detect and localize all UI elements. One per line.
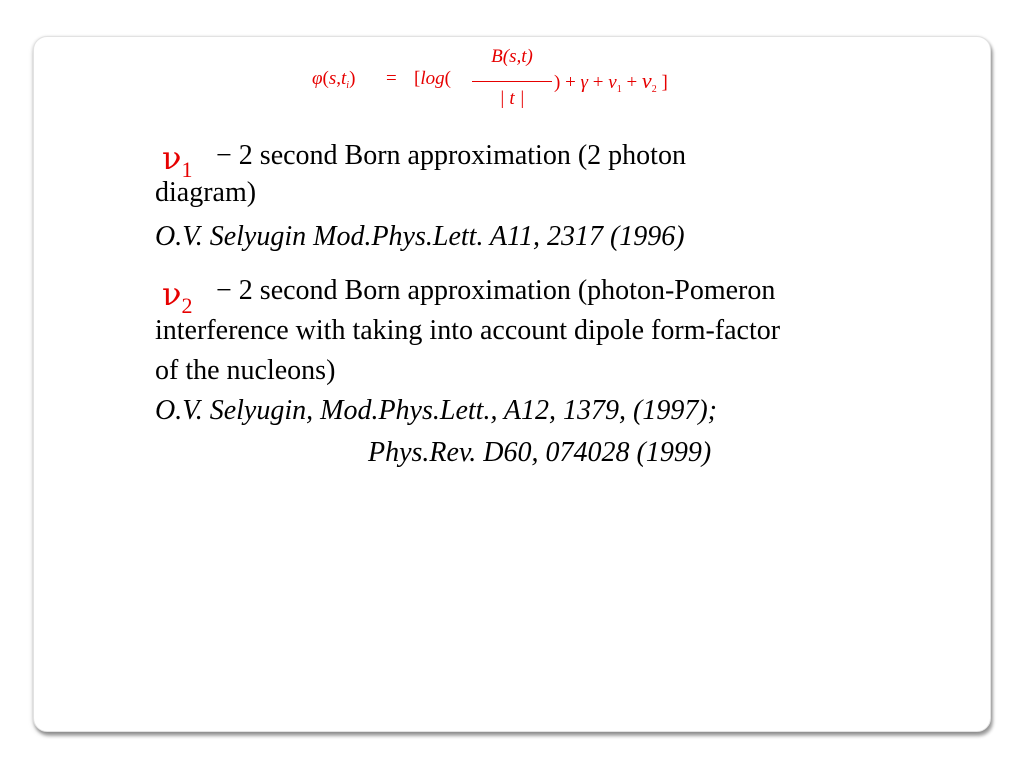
item2-reference1: O.V. Selyugin, Mod.Phys.Lett., A12, 1379, (1997); (155, 395, 718, 426)
formula-nu1-sub: 1 (616, 84, 622, 95)
formula-log-close: ) + $\gamma + \nu_1 + \nu_2$ ] (554, 68, 668, 95)
nu1-letter: ν (162, 139, 182, 177)
formula-t-sub: i (346, 80, 350, 91)
formula-nu1: ν (608, 72, 617, 93)
formula-gamma: γ (580, 72, 589, 93)
nu2-letter: ν (162, 275, 182, 313)
formula-s: s (328, 68, 337, 89)
item1-line1: − 2 second Born approximation (2 photon (216, 140, 686, 171)
item1-line2: diagram) (155, 177, 257, 208)
formula-t: t (341, 68, 347, 89)
formula-phi: φ (312, 68, 323, 89)
formula-denominator: | t | (499, 88, 525, 109)
nu1-subscript: 1 (181, 157, 193, 182)
formula-log: log (420, 68, 445, 89)
formula-numerator: B(s,t) (491, 46, 533, 67)
formula-nu2: ν (641, 68, 652, 93)
formula-nu2-sub: 2 (651, 84, 657, 95)
formula-lhs: $\varphi(s,t_i)$ (312, 68, 356, 91)
item2-line3: of the nucleons) (155, 355, 336, 386)
formula (312, 46, 732, 116)
item1-reference: O.V. Selyugin Mod.Phys.Lett. A11, 2317 (1996) (155, 221, 685, 252)
formula-equals: = (386, 68, 397, 89)
item2-reference2: Phys.Rev. D60, 074028 (1999) (368, 437, 712, 468)
nu2-subscript: 2 (181, 293, 193, 318)
formula-fraction-bar (472, 81, 552, 82)
formula-log-open: [log( (414, 68, 451, 89)
item2-line2: interference with taking into account dipole form-factor (155, 315, 781, 346)
item2-line1: − 2 second Born approximation (photon-Pomeron (216, 275, 776, 306)
